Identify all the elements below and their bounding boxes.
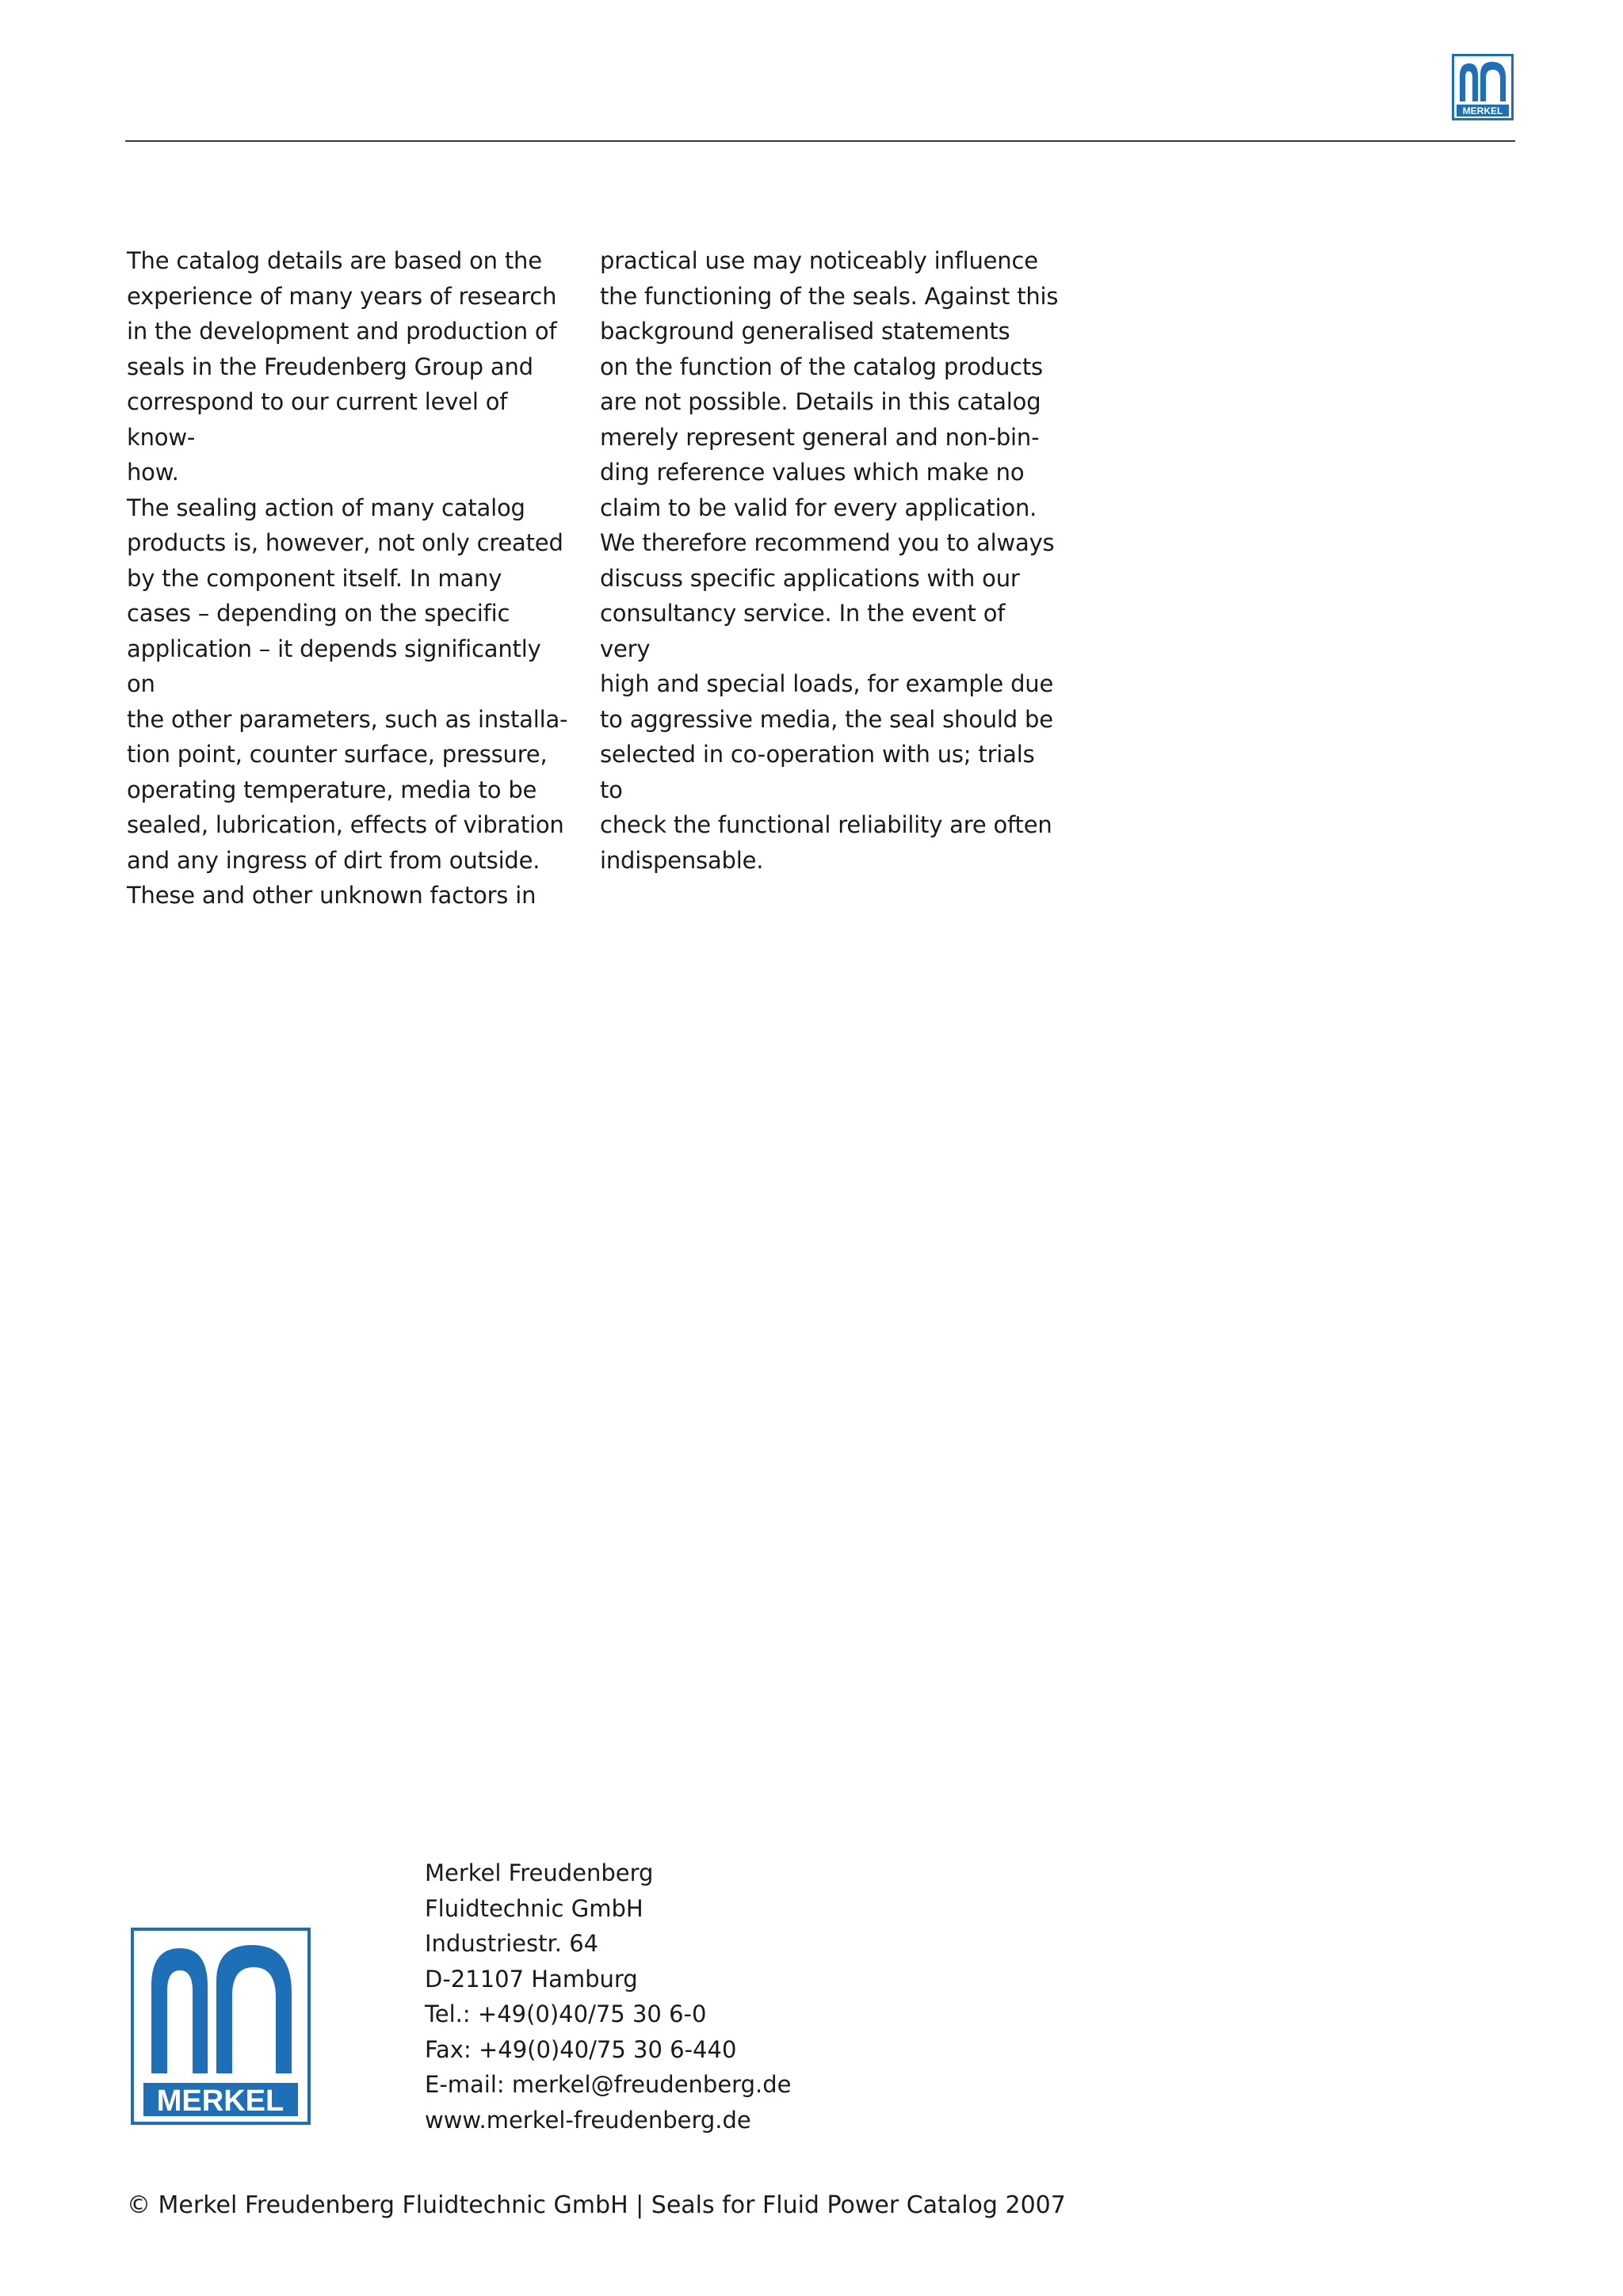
contact-address xyxy=(425,1855,791,2138)
body-text-line: selected in co-operation with us; trials to xyxy=(600,741,1035,803)
footer-copyright: © Merkel Freudenberg Fluidtechnic GmbH | Seals for Fluid Power Catalog 2007 xyxy=(127,2191,1066,2219)
body-column-right xyxy=(600,243,1060,878)
body-text-line: claim to be valid for every application. xyxy=(600,494,1037,521)
body-text-line: the functioning of the seals. Against this xyxy=(600,282,1059,310)
body-text-line: background generalised statements xyxy=(600,318,1010,345)
body-text-line: operating temperature, media to be xyxy=(127,776,537,803)
street-address: Industriestr. 64 xyxy=(425,1930,599,1957)
body-text-line: are not possible. Details in this catalog xyxy=(600,388,1041,415)
body-text-line: indispensable. xyxy=(600,846,764,874)
svg-text:MERKEL: MERKEL xyxy=(1462,105,1503,116)
body-text-line: tion point, counter surface, pressure, xyxy=(127,741,548,768)
body-text-line: consultancy service. In the event of very xyxy=(600,600,1006,662)
svg-text:MERKEL: MERKEL xyxy=(156,2084,285,2118)
body-text-line: on the function of the catalog products xyxy=(600,353,1043,380)
body-text-line: products is, however, not only created xyxy=(127,529,563,556)
company-name: Merkel Freudenberg xyxy=(425,1859,654,1886)
fax: Fax: +49(0)40/75 30 6-440 xyxy=(425,2035,737,2063)
body-text-line: ding reference values which make no xyxy=(600,459,1025,486)
company-name-2: Fluidtechnic GmbH xyxy=(425,1894,643,1922)
body-text-line: how. xyxy=(127,459,179,486)
body-text-line: in the development and production of xyxy=(127,318,557,345)
body-text-line: the other parameters, such as installa- xyxy=(127,705,568,733)
city-address: D-21107 Hamburg xyxy=(425,1965,638,1993)
body-text-line: experience of many years of research xyxy=(127,282,557,310)
header-rule xyxy=(125,140,1515,142)
body-text-line: The catalog details are based on the xyxy=(127,247,542,274)
body-text-line: by the component itself. In many xyxy=(127,564,502,592)
merkel-logo-large xyxy=(131,1928,311,2125)
body-text-line: practical use may noticeably influence xyxy=(600,247,1038,274)
email-address: E-mail: merkel@freudenberg.de xyxy=(425,2071,792,2098)
body-text-line: seals in the Freudenberg Group and xyxy=(127,353,533,380)
body-text-line: to aggressive media, the seal should be xyxy=(600,705,1053,733)
body-text-line: discuss specific applications with our xyxy=(600,564,1020,592)
body-text-line: application – it depends significantly on xyxy=(127,635,541,697)
body-text-line: These and other unknown factors in xyxy=(127,882,537,909)
body-text-line: cases – depending on the specific xyxy=(127,600,510,627)
body-text-line: and any ingress of dirt from outside. xyxy=(127,846,540,874)
body-column-left xyxy=(127,243,571,913)
body-text-line: high and special loads, for example due xyxy=(600,670,1054,697)
body-text-line: correspond to our current level of know- xyxy=(127,388,508,451)
body-text-line: We therefore recommend you to always xyxy=(600,529,1055,556)
merkel-logo-small xyxy=(1452,54,1514,120)
body-text-line: check the functional reliability are often xyxy=(600,811,1052,838)
body-text-line: sealed, lubrication, effects of vibration xyxy=(127,811,564,838)
body-text-line: The sealing action of many catalog xyxy=(127,494,525,521)
website: www.merkel-freudenberg.de xyxy=(425,2106,751,2134)
telephone: Tel.: +49(0)40/75 30 6-0 xyxy=(425,2000,707,2027)
body-text-line: merely represent general and non-bin- xyxy=(600,423,1040,451)
